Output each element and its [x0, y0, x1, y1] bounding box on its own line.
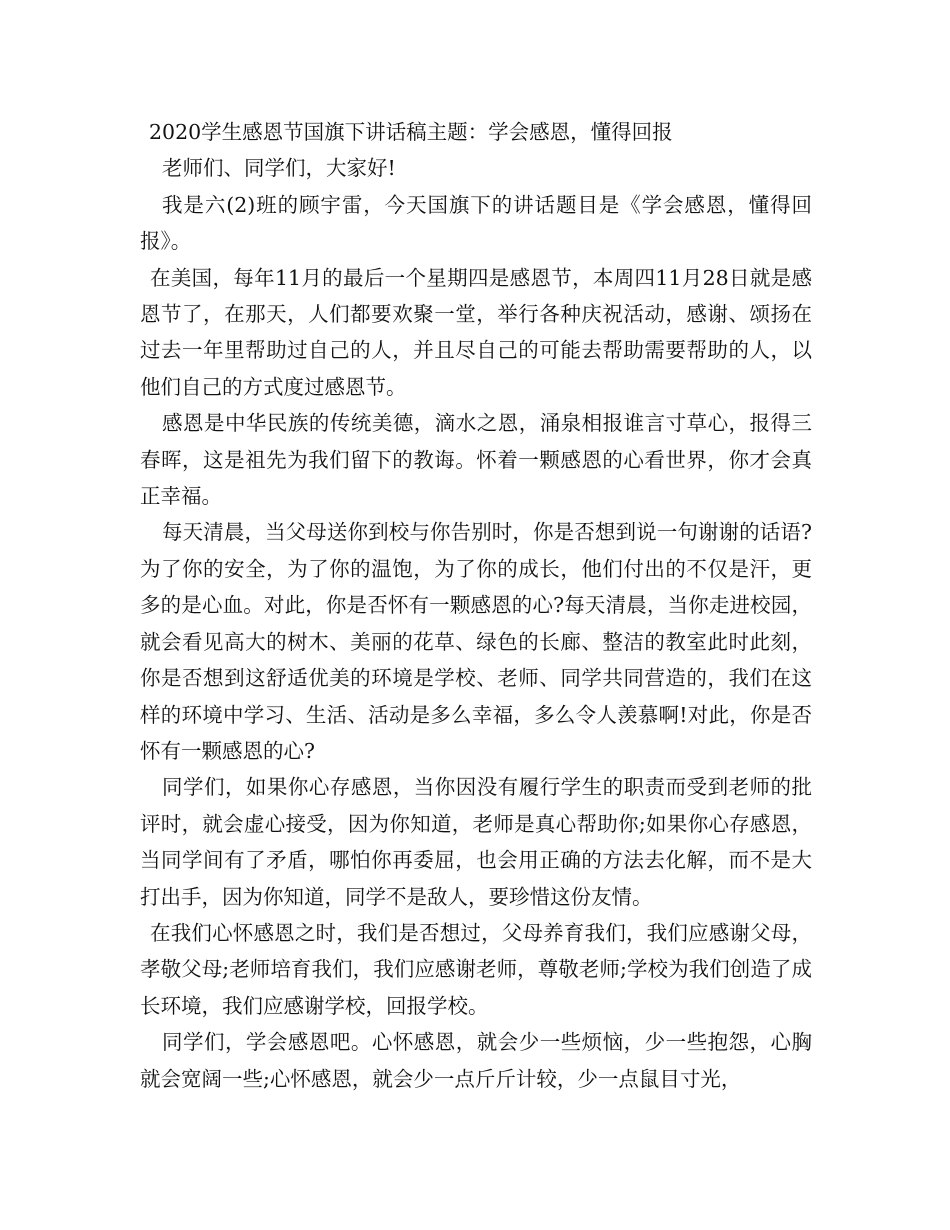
paragraph-tradition: 感恩是中华民族的传统美德，滴水之恩，涌泉相报谁言寸草心，报得三春晖，这是祖先为我们留下的教诲。怀着一颗感恩的心看世界，你才会真正幸福。 — [140, 411, 812, 509]
paragraph-thanksgiving: 在美国，每年11月的最后一个星期四是感恩节，本周四11月28日就是感恩节了，在那天，人们都要欢聚一堂，举行各种庆祝活动，感谢、颂扬在过去一年里帮助过自己的人，并且尽自己的可能去帮助需要帮助的人，以他们自己的方式度过感恩节。 — [140, 265, 812, 399]
paragraph-intro: 我是六(2)班的顾宇雷，今天国旗下的讲话题目是《学会感恩，懂得回报》。 — [140, 192, 812, 254]
paragraph-greeting: 老师们、同学们，大家好! — [162, 156, 396, 181]
paragraph-classmates: 同学们，如果你心存感恩，当你因没有履行学生的职责而受到老师的批评时，就会虚心接受，因为你知道，老师是真心帮助你;如果你心存感恩，当同学间有了矛盾，哪怕你再委屈，也会用正确的方法去化解，而不是大打出手，因为你知道，同学不是敌人，要珍惜这份友情。 — [140, 775, 812, 909]
document-title: 2020学生感恩节国旗下讲话稿主题：学会感恩，懂得回报 — [149, 120, 673, 144]
paragraph-conclusion: 同学们，学会感恩吧。心怀感恩，就会少一些烦恼，少一些抱怨，心胸就会宽阔一些;心怀感恩，就会少一点斤斤计较，少一点鼠目寸光， — [140, 1030, 812, 1091]
paragraph-gratitude: 在我们心怀感恩之时，我们是否想过，父母养育我们，我们应感谢父母，孝敬父母;老师培育我们，我们应感谢老师，尊敬老师;学校为我们创造了成长环境，我们应感谢学校，回报学校。 — [140, 920, 812, 1018]
paragraph-parents-school: 每天清晨，当父母送你到校与你告别时，你是否想到说一句谢谢的话语?为了你的安全，为了你的温饱，为了你的成长，他们付出的不仅是汗，更多的是心血。对此，你是否怀有一颗感恩的心?每天清晨，当你走进校园，就会看见高大的树木、美丽的花草、绿色的长廊、整洁的教室此时此刻，你是否想到这舒适优美的环境是学校、老师、同学共同营造的，我们在这样的环境中学习、生活、活动是多么幸福，多么令人羡慕啊!对此，你是否怀有一颗感恩的心? — [140, 520, 812, 763]
document-body — [140, 114, 812, 1097]
